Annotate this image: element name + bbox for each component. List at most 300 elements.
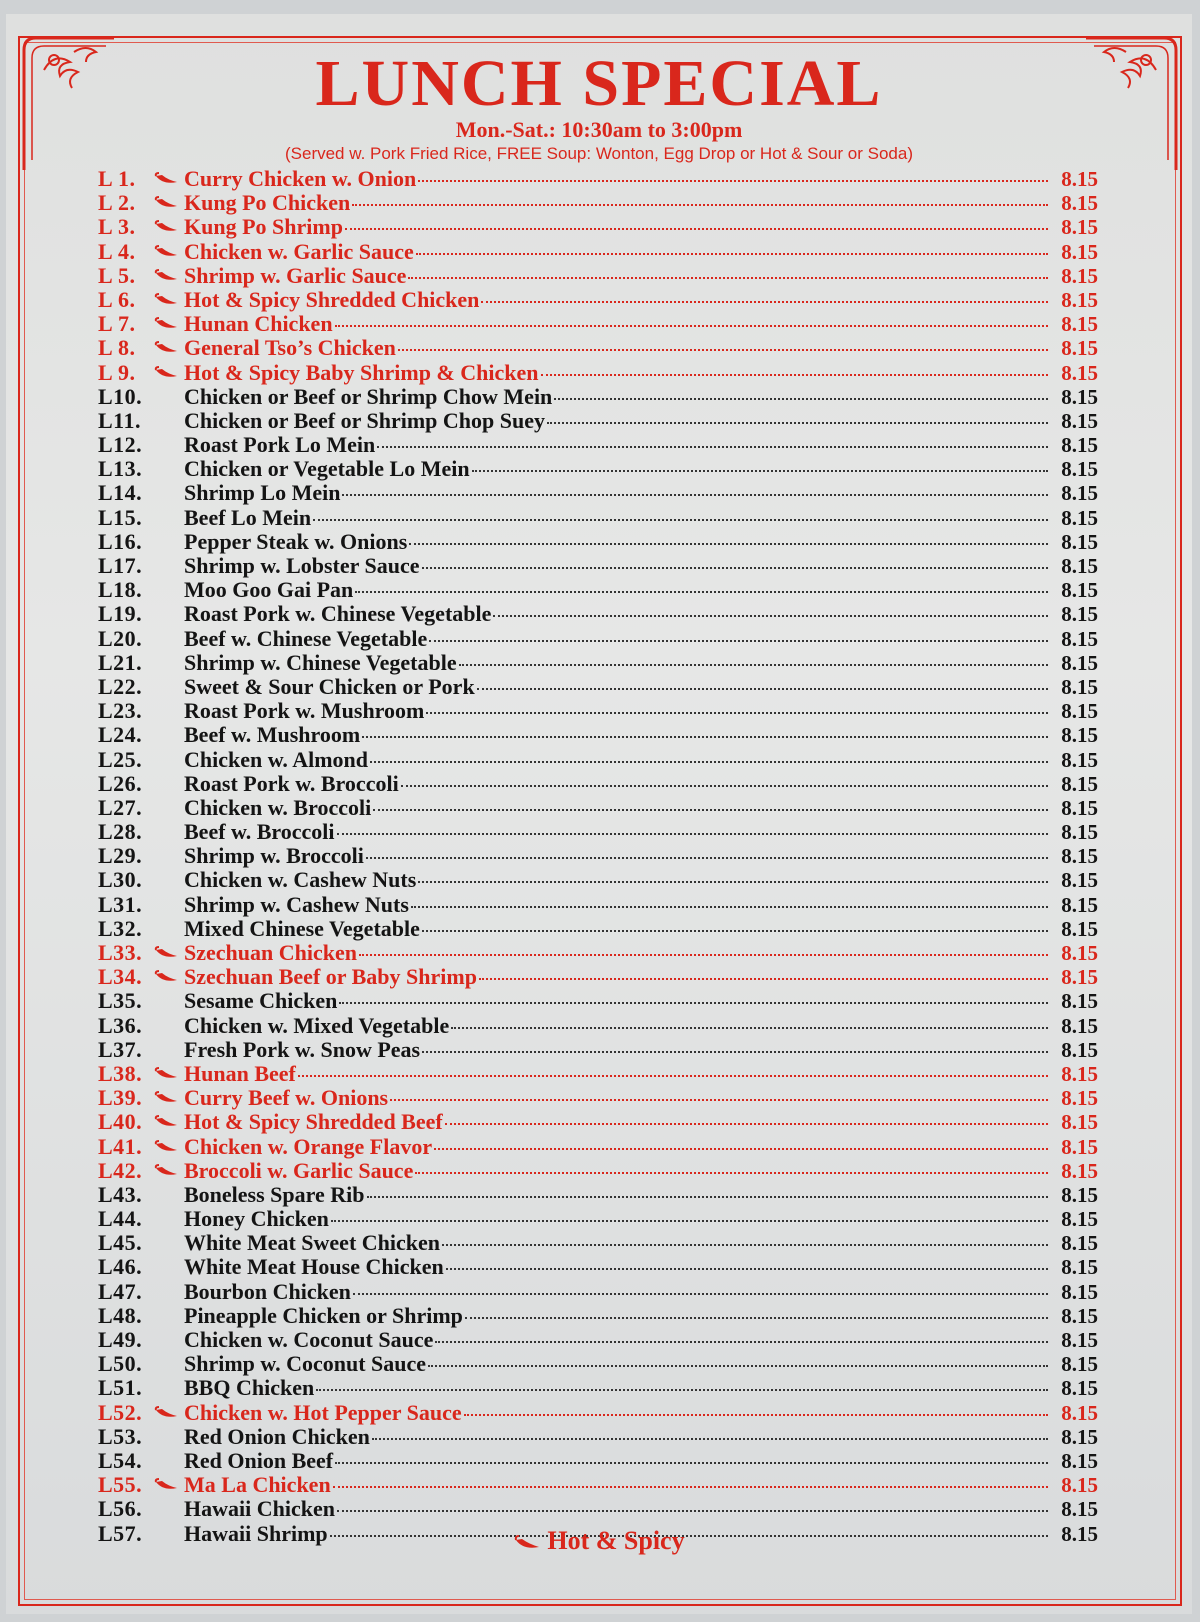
chili-pepper-icon xyxy=(154,245,180,259)
spicy-marker xyxy=(150,269,184,283)
dot-leader xyxy=(442,1240,1048,1246)
item-price: 8.15 xyxy=(1061,965,1098,990)
item-number: L 5. xyxy=(98,262,136,288)
item-number: L 8. xyxy=(98,335,136,361)
item-name: Chicken w. Hot Pepper Sauce xyxy=(184,1399,462,1425)
menu-item xyxy=(98,627,1098,651)
chili-pepper-icon xyxy=(154,341,180,355)
item-name: Sesame Chicken xyxy=(184,988,338,1014)
item-name: Beef w. Broccoli xyxy=(184,819,335,845)
dot-leader xyxy=(422,1047,1048,1053)
dot-leader xyxy=(316,1385,1048,1391)
item-price: 8.15 xyxy=(1061,723,1098,748)
item-number: L12. xyxy=(98,432,143,458)
menu-list xyxy=(98,167,1098,1546)
item-price: 8.15 xyxy=(1061,795,1098,820)
item-number: L27. xyxy=(98,794,143,820)
item-price: 8.15 xyxy=(1061,1328,1098,1352)
item-number: L38. xyxy=(98,1060,143,1086)
dot-leader xyxy=(373,805,1048,811)
spicy-marker xyxy=(150,293,184,307)
menu-item xyxy=(98,191,1098,215)
item-name: Broccoli w. Garlic Sauce xyxy=(184,1157,414,1183)
item-price: 8.15 xyxy=(1061,287,1098,312)
item-number: L56. xyxy=(98,1496,143,1522)
menu-sheet xyxy=(6,14,1192,1614)
item-name: Szechuan Beef or Baby Shrimp xyxy=(184,964,477,990)
chili-pepper-icon xyxy=(154,172,180,186)
dot-leader xyxy=(435,1337,1048,1343)
chili-pepper-icon xyxy=(154,317,180,331)
item-name: Hunan Chicken xyxy=(184,311,333,337)
menu-item xyxy=(98,264,1098,288)
item-price: 8.15 xyxy=(1061,1424,1098,1449)
item-name: Boneless Spare Rib xyxy=(184,1181,365,1207)
item-price: 8.15 xyxy=(1061,1061,1098,1086)
item-number: L 9. xyxy=(98,359,136,385)
dot-leader xyxy=(479,974,1048,980)
menu-item xyxy=(98,989,1098,1013)
chili-pepper-icon xyxy=(154,1478,180,1492)
item-number: L39. xyxy=(98,1085,143,1111)
item-name: Kung Po Shrimp xyxy=(184,214,343,240)
menu-item xyxy=(98,965,1098,989)
dot-leader xyxy=(339,998,1048,1004)
item-price: 8.15 xyxy=(1061,191,1098,216)
menu-item xyxy=(98,1376,1098,1400)
item-number: L30. xyxy=(98,867,143,893)
dot-leader xyxy=(422,563,1048,569)
item-price: 8.15 xyxy=(1061,771,1098,796)
item-number: L19. xyxy=(98,601,143,627)
item-name: Roast Pork w. Mushroom xyxy=(184,698,425,724)
dot-leader xyxy=(337,829,1049,835)
item-price: 8.15 xyxy=(1061,505,1098,530)
dot-leader xyxy=(465,1313,1048,1319)
item-price: 8.15 xyxy=(1061,1231,1098,1256)
dot-leader xyxy=(493,611,1048,617)
item-number: L42. xyxy=(98,1157,143,1183)
spicy-marker xyxy=(150,220,184,234)
dot-leader xyxy=(426,708,1048,714)
item-number: L54. xyxy=(98,1447,143,1473)
chili-pepper-icon xyxy=(154,1140,180,1154)
item-name: Chicken w. Mixed Vegetable xyxy=(184,1012,450,1038)
menu-item xyxy=(98,1110,1098,1134)
menu-item xyxy=(98,868,1098,892)
dot-leader xyxy=(446,1264,1048,1270)
item-name: Hot & Spicy Shredded Chicken xyxy=(184,286,480,312)
item-price: 8.15 xyxy=(1061,989,1098,1014)
menu-item xyxy=(98,893,1098,917)
dot-leader xyxy=(366,853,1048,859)
dot-leader xyxy=(547,418,1048,424)
item-number: L18. xyxy=(98,577,143,603)
item-name: Pepper Steak w. Onions xyxy=(184,528,408,554)
dot-leader xyxy=(418,877,1048,883)
item-price: 8.15 xyxy=(1061,892,1098,917)
item-name: Shrimp w. Broccoli xyxy=(184,843,364,869)
item-price: 8.15 xyxy=(1061,1013,1098,1038)
menu-item xyxy=(98,1473,1098,1497)
item-number: L46. xyxy=(98,1254,143,1280)
item-name: Red Onion Chicken xyxy=(184,1423,370,1449)
menu-item xyxy=(98,1280,1098,1304)
item-price: 8.15 xyxy=(1061,602,1098,627)
item-number: L50. xyxy=(98,1351,143,1377)
item-number: L14. xyxy=(98,480,143,506)
menu-item xyxy=(98,240,1098,264)
item-price: 8.15 xyxy=(1061,1473,1098,1498)
dot-leader xyxy=(416,249,1048,255)
legend-label: Hot & Spicy xyxy=(547,1526,685,1555)
menu-item xyxy=(98,772,1098,796)
dot-leader xyxy=(335,321,1048,327)
spicy-marker xyxy=(150,1164,184,1178)
dot-leader xyxy=(398,345,1048,351)
item-number: L20. xyxy=(98,625,143,651)
item-name: Roast Pork w. Broccoli xyxy=(184,770,399,796)
item-number: L11. xyxy=(98,407,141,433)
item-number: L15. xyxy=(98,504,143,530)
dot-leader xyxy=(355,587,1048,593)
item-name: Shrimp w. Coconut Sauce xyxy=(184,1351,427,1377)
item-name: BBQ Chicken xyxy=(184,1375,315,1401)
dot-leader xyxy=(408,273,1048,279)
item-number: L57. xyxy=(98,1520,143,1546)
served-note: (Served w. Pork Fried Rice, FREE Soup: Wonton, Egg Drop or Hot & Sour or Soda) xyxy=(284,144,913,163)
item-name: Chicken w. Cashew Nuts xyxy=(184,867,417,893)
menu-item xyxy=(98,457,1098,481)
dot-leader xyxy=(337,1506,1048,1512)
dot-leader xyxy=(428,1361,1048,1367)
item-name: Chicken w. Orange Flavor xyxy=(184,1133,433,1159)
item-price: 8.15 xyxy=(1061,167,1098,191)
dot-leader xyxy=(345,224,1048,230)
item-price: 8.15 xyxy=(1061,1086,1098,1111)
dot-leader xyxy=(401,781,1048,787)
menu-item xyxy=(98,554,1098,578)
dot-leader xyxy=(411,902,1048,908)
hot-spicy-legend xyxy=(6,1526,1192,1556)
item-name: White Meat House Chicken xyxy=(184,1254,444,1280)
item-name: Shrimp Lo Mein xyxy=(184,480,341,506)
chili-pepper-icon xyxy=(154,1406,180,1420)
dot-leader xyxy=(481,297,1048,303)
item-number: L21. xyxy=(98,649,143,675)
item-number: L 4. xyxy=(98,238,136,264)
item-name: Moo Goo Gai Pan xyxy=(184,577,354,603)
item-number: L23. xyxy=(98,698,143,724)
spicy-marker xyxy=(150,1115,184,1129)
spicy-marker xyxy=(150,1067,184,1081)
dot-leader xyxy=(415,1168,1048,1174)
item-price: 8.15 xyxy=(1061,215,1098,240)
item-number: L40. xyxy=(98,1109,143,1135)
item-number: L51. xyxy=(98,1375,143,1401)
item-price: 8.15 xyxy=(1061,650,1098,675)
menu-item xyxy=(98,409,1098,433)
menu-item xyxy=(98,361,1098,385)
item-price: 8.15 xyxy=(1061,1110,1098,1135)
item-price: 8.15 xyxy=(1061,1400,1098,1425)
item-price: 8.15 xyxy=(1061,408,1098,433)
item-number: L 6. xyxy=(98,286,136,312)
menu-item xyxy=(98,433,1098,457)
item-price: 8.15 xyxy=(1061,626,1098,651)
chili-pepper-icon xyxy=(154,1115,180,1129)
item-name: Hot & Spicy Shredded Beef xyxy=(184,1109,443,1135)
item-price: 8.15 xyxy=(1061,1158,1098,1183)
menu-item xyxy=(98,578,1098,602)
item-name: Beef Lo Mein xyxy=(184,504,312,530)
item-number: L22. xyxy=(98,673,143,699)
menu-item xyxy=(98,1135,1098,1159)
dot-leader xyxy=(445,1119,1048,1125)
menu-item xyxy=(98,481,1098,505)
chili-pepper-icon xyxy=(154,366,180,380)
item-name: Szechuan Chicken xyxy=(184,940,357,965)
chili-pepper-icon xyxy=(154,946,180,960)
item-name: Beef w. Chinese Vegetable xyxy=(184,625,428,651)
dot-leader xyxy=(472,466,1048,472)
item-number: L13. xyxy=(98,456,143,482)
menu-item xyxy=(98,1497,1098,1521)
item-number: L41. xyxy=(98,1133,143,1159)
item-name: Kung Po Chicken xyxy=(184,190,351,216)
spicy-marker xyxy=(150,1478,184,1492)
dot-leader xyxy=(352,200,1048,206)
item-name: Curry Beef w. Onions xyxy=(184,1085,389,1111)
spicy-marker xyxy=(150,245,184,259)
item-price: 8.15 xyxy=(1061,1352,1098,1377)
item-number: L37. xyxy=(98,1036,143,1062)
item-price: 8.15 xyxy=(1061,554,1098,578)
item-number: L48. xyxy=(98,1302,143,1328)
item-name: Roast Pork Lo Mein xyxy=(184,432,376,458)
item-name: Hawaii Shrimp xyxy=(184,1520,328,1546)
item-number: L 2. xyxy=(98,190,136,216)
menu-item xyxy=(98,820,1098,844)
item-name: Chicken w. Coconut Sauce xyxy=(184,1327,434,1352)
item-price: 8.15 xyxy=(1061,747,1098,772)
item-name: Hot & Spicy Baby Shrimp & Chicken xyxy=(184,359,539,385)
item-number: L29. xyxy=(98,843,143,869)
item-price: 8.15 xyxy=(1061,1303,1098,1328)
item-price: 8.15 xyxy=(1061,1497,1098,1522)
item-price: 8.15 xyxy=(1061,263,1098,288)
menu-item xyxy=(98,796,1098,820)
item-price: 8.15 xyxy=(1061,433,1098,458)
item-price: 8.15 xyxy=(1061,1255,1098,1280)
item-name: General Tso’s Chicken xyxy=(184,335,396,361)
dot-leader xyxy=(451,1023,1048,1029)
item-name: Ma La Chicken xyxy=(184,1472,331,1498)
menu-item xyxy=(98,1183,1098,1207)
item-number: L 7. xyxy=(98,311,136,337)
dot-leader xyxy=(434,1144,1048,1150)
item-name: Beef w. Mushroom xyxy=(184,722,361,748)
spicy-marker xyxy=(150,1091,184,1105)
item-price: 8.15 xyxy=(1061,239,1098,264)
item-number: L44. xyxy=(98,1206,143,1232)
item-number: L36. xyxy=(98,1012,143,1038)
dot-leader xyxy=(377,442,1048,448)
menu-item xyxy=(98,1255,1098,1279)
item-price: 8.15 xyxy=(1061,1279,1098,1304)
hours-text: Mon.-Sat.: 10:30am to 3:00pm xyxy=(455,117,743,142)
item-name: Mixed Chinese Vegetable xyxy=(184,915,420,941)
menu-item xyxy=(98,1207,1098,1231)
menu-item xyxy=(98,941,1098,965)
item-number: L26. xyxy=(98,770,143,796)
spicy-marker xyxy=(150,317,184,331)
menu-item xyxy=(98,1231,1098,1255)
item-name: Red Onion Beef xyxy=(184,1447,334,1473)
dot-leader xyxy=(477,684,1048,690)
item-name: Roast Pork w. Chinese Vegetable xyxy=(184,601,492,627)
item-price: 8.15 xyxy=(1061,336,1098,361)
spicy-marker xyxy=(150,172,184,186)
dot-leader xyxy=(554,394,1048,400)
item-number: L10. xyxy=(98,383,143,409)
menu-item xyxy=(98,1062,1098,1086)
item-price: 8.15 xyxy=(1061,1037,1098,1062)
dot-leader xyxy=(359,950,1048,956)
menu-item xyxy=(98,1328,1098,1352)
menu-item xyxy=(98,506,1098,530)
item-number: L47. xyxy=(98,1278,143,1304)
menu-item xyxy=(98,1425,1098,1449)
item-price: 8.15 xyxy=(1061,360,1098,385)
item-name: Chicken or Beef or Shrimp Chow Mein xyxy=(184,383,553,409)
item-number: L33. xyxy=(98,940,143,965)
dot-leader xyxy=(367,1192,1048,1198)
menu-item xyxy=(98,1352,1098,1376)
item-price: 8.15 xyxy=(1061,699,1098,724)
menu-item xyxy=(98,530,1098,554)
item-name: Chicken w. Broccoli xyxy=(184,794,372,820)
menu-item xyxy=(98,844,1098,868)
chili-pepper-icon xyxy=(154,970,180,984)
menu-item xyxy=(98,1038,1098,1062)
item-name: Shrimp w. Chinese Vegetable xyxy=(184,649,457,675)
item-price: 8.15 xyxy=(1061,1207,1098,1232)
item-name: Shrimp w. Lobster Sauce xyxy=(184,553,420,578)
dot-leader xyxy=(370,757,1048,763)
dot-leader xyxy=(331,1216,1048,1222)
spicy-marker xyxy=(150,970,184,984)
chili-pepper-icon xyxy=(154,1164,180,1178)
dot-leader xyxy=(390,1095,1048,1101)
menu-item xyxy=(98,651,1098,675)
spicy-marker xyxy=(150,946,184,960)
dot-leader xyxy=(362,732,1048,738)
menu-item xyxy=(98,699,1098,723)
item-price: 8.15 xyxy=(1061,1376,1098,1401)
item-number: L16. xyxy=(98,528,143,554)
chili-pepper-icon xyxy=(154,220,180,234)
item-price: 8.15 xyxy=(1061,481,1098,506)
item-name: Honey Chicken xyxy=(184,1206,329,1232)
chili-pepper-icon xyxy=(154,1067,180,1081)
dot-leader xyxy=(313,515,1048,521)
item-number: L25. xyxy=(98,746,143,772)
item-price: 8.15 xyxy=(1061,384,1098,409)
item-name: Curry Chicken w. Onion xyxy=(184,166,417,191)
menu-item xyxy=(98,1449,1098,1473)
dot-leader xyxy=(464,1410,1048,1416)
item-price: 8.15 xyxy=(1061,868,1098,893)
menu-item xyxy=(98,1014,1098,1038)
spicy-marker xyxy=(150,1406,184,1420)
item-price: 8.15 xyxy=(1061,312,1098,337)
item-price: 8.15 xyxy=(1061,1182,1098,1207)
menu-item xyxy=(98,288,1098,312)
item-price: 8.15 xyxy=(1061,1448,1098,1473)
item-number: L34. xyxy=(98,964,143,990)
spicy-marker xyxy=(150,366,184,380)
item-number: L24. xyxy=(98,722,143,748)
item-name: Chicken or Vegetable Lo Mein xyxy=(184,456,470,482)
dot-leader xyxy=(429,636,1048,642)
item-name: Shrimp w. Garlic Sauce xyxy=(184,262,407,288)
dot-leader xyxy=(409,539,1048,545)
item-number: L45. xyxy=(98,1230,143,1256)
menu-item xyxy=(98,1086,1098,1110)
item-number: L28. xyxy=(98,819,143,845)
dot-leader xyxy=(372,1434,1048,1440)
menu-item xyxy=(98,602,1098,626)
item-price: 8.15 xyxy=(1061,1134,1098,1159)
item-number: L17. xyxy=(98,553,143,578)
item-number: L35. xyxy=(98,988,143,1014)
item-number: L43. xyxy=(98,1181,143,1207)
spicy-marker xyxy=(150,341,184,355)
item-price: 8.15 xyxy=(1061,457,1098,482)
item-number: L49. xyxy=(98,1327,143,1352)
item-number: L32. xyxy=(98,915,143,941)
item-price: 8.15 xyxy=(1061,941,1098,965)
item-number: L53. xyxy=(98,1423,143,1449)
spicy-marker xyxy=(150,196,184,210)
item-name: Chicken or Beef or Shrimp Chop Suey xyxy=(184,407,546,433)
menu-item xyxy=(98,675,1098,699)
item-name: Hawaii Chicken xyxy=(184,1496,335,1522)
menu-item xyxy=(98,312,1098,336)
item-name: Bourbon Chicken xyxy=(184,1278,351,1304)
item-name: Chicken w. Almond xyxy=(184,746,368,772)
menu-item xyxy=(98,917,1098,941)
item-number: L55. xyxy=(98,1472,143,1498)
menu-item xyxy=(98,723,1098,747)
item-name: Fresh Pork w. Snow Peas xyxy=(184,1036,421,1062)
item-price: 8.15 xyxy=(1061,529,1098,554)
item-number: L 1. xyxy=(98,166,136,191)
dot-leader xyxy=(342,490,1048,496)
chili-pepper-icon xyxy=(154,196,180,210)
dot-leader xyxy=(298,1071,1048,1077)
menu-item xyxy=(98,1401,1098,1425)
menu-item xyxy=(98,1304,1098,1328)
item-number: L52. xyxy=(98,1399,143,1425)
item-price: 8.15 xyxy=(1061,820,1098,845)
dot-leader xyxy=(335,1458,1048,1464)
chili-pepper-icon xyxy=(513,1535,543,1551)
dot-leader xyxy=(541,370,1049,376)
item-name: Shrimp w. Cashew Nuts xyxy=(184,891,409,917)
item-price: 8.15 xyxy=(1061,578,1098,603)
